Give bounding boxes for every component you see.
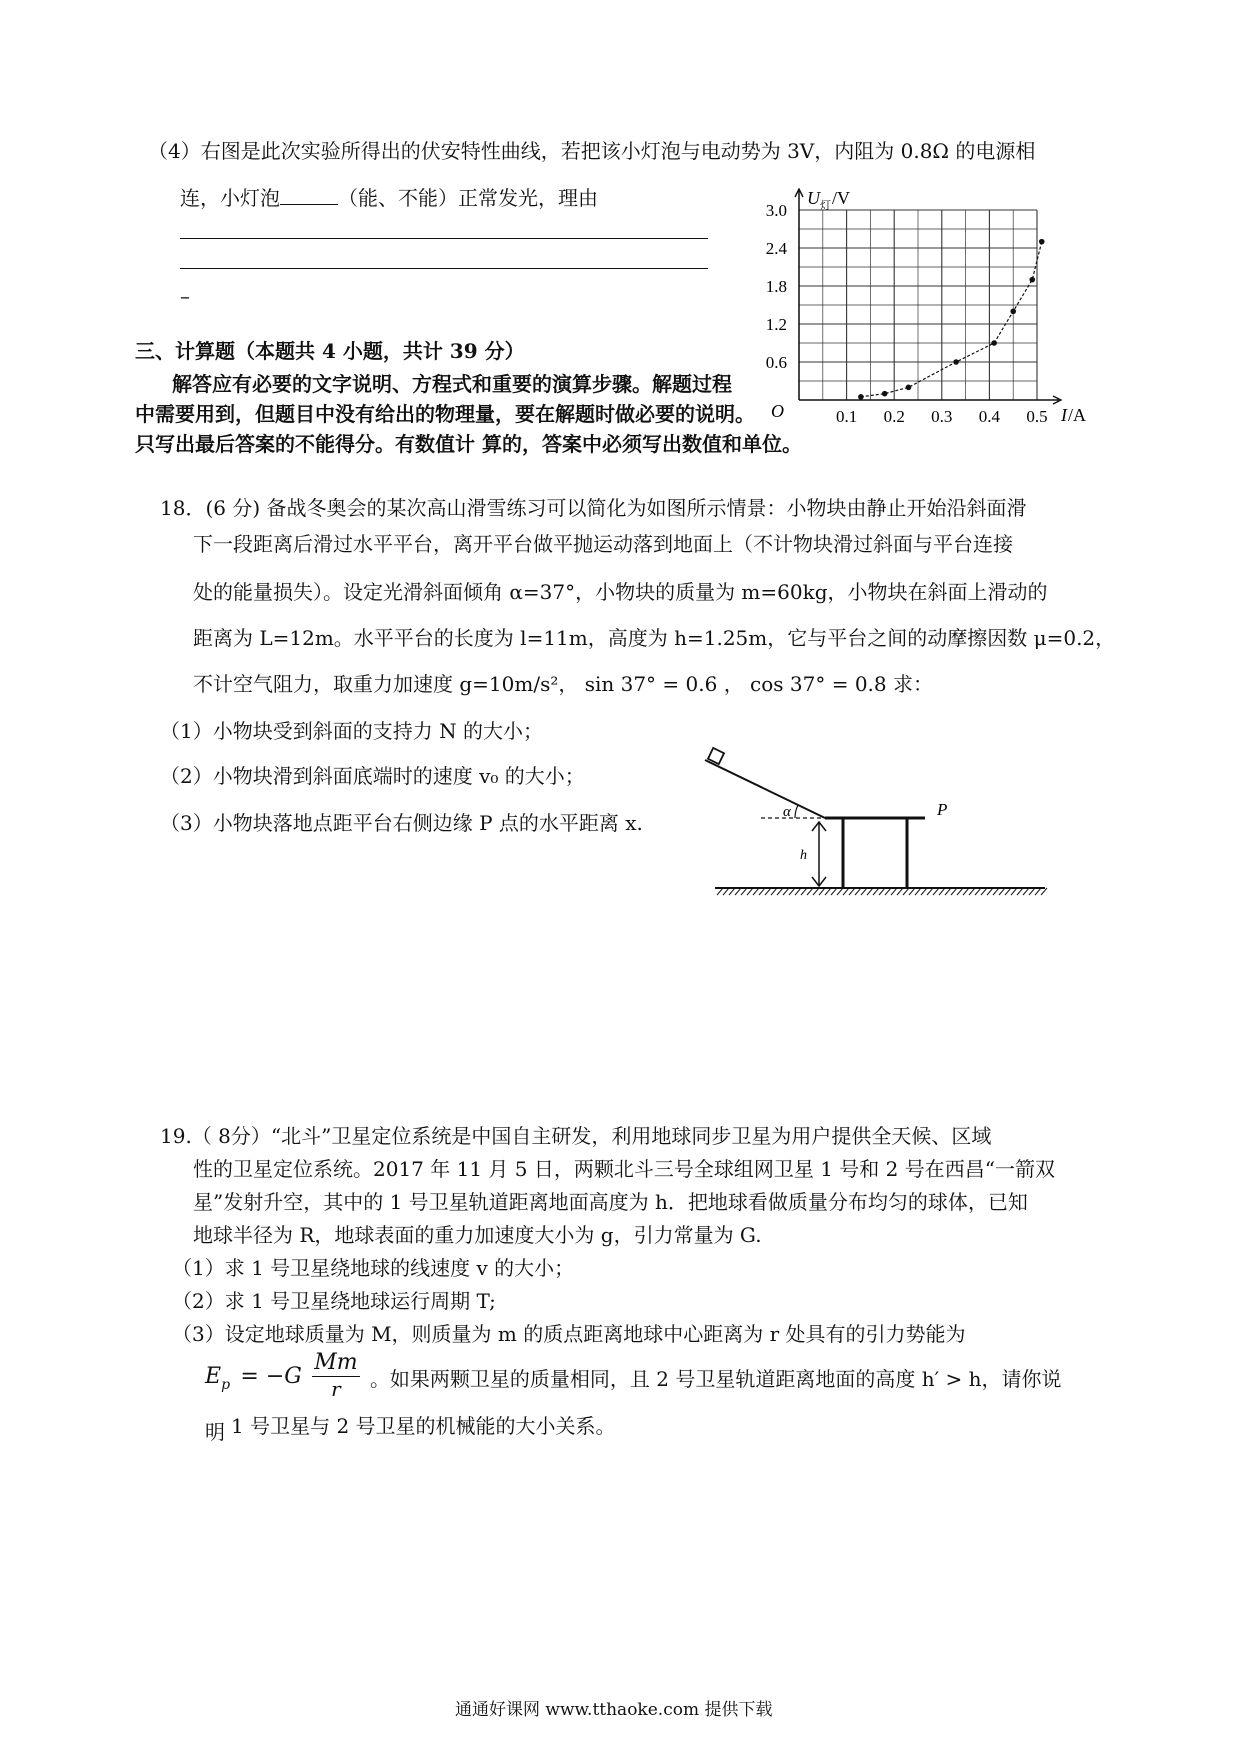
iv-characteristic-chart bbox=[740, 188, 1100, 438]
section-title: 三、计算题（本题共 4 小题，共计 39 分） bbox=[135, 339, 525, 363]
y-tick-label: 2.4 bbox=[765, 239, 787, 258]
page-footer: 通通好课网 www.tthaoke.com 提供下载 bbox=[455, 1700, 773, 1720]
y-axis-label: U bbox=[807, 188, 820, 208]
data-point bbox=[882, 391, 888, 397]
q18-line3: 处的能量损失）。设定光滑斜面倾角 α=37°，小物块的质量为 m=60kg，小物块在斜面上滑动的 bbox=[193, 580, 1048, 604]
answer-line-1 bbox=[180, 238, 708, 239]
x-tick-label: 0.4 bbox=[978, 407, 1001, 426]
fraction-denominator: r bbox=[331, 1377, 341, 1401]
q19-last-line bbox=[205, 1410, 616, 1444]
data-point bbox=[858, 394, 864, 400]
x-tick-label: 0.1 bbox=[835, 407, 858, 426]
y-axis-label-unit: /V bbox=[832, 188, 850, 208]
q18-sub3: （3）小物块落地点距平台右侧边缘 P 点的水平距离 x. bbox=[160, 811, 643, 835]
q19-line2: 性的卫星定位系统。2017 年 11 月 5 日，两颗北斗三号全球组网卫星 1 号和 2 号在西昌“一箭双 bbox=[193, 1157, 1055, 1181]
q18-line2: 下一段距离后滑过水平平台，离开平台做平抛运动落到地面上（不计物块滑过斜面与平台连接 bbox=[193, 532, 1013, 556]
data-point bbox=[1039, 239, 1045, 245]
q4-dash: – bbox=[180, 284, 190, 308]
data-point bbox=[953, 359, 959, 365]
q19-line3: 星”发射升空，其中的 1 号卫星轨道距离地面高度为 h．把地球看做质量分布均匀的球体，已知 bbox=[193, 1190, 1028, 1214]
q19-sub1: （1）求 1 号卫星绕地球的线速度 v 的大小； bbox=[172, 1256, 575, 1280]
q18-sub2: （2）小物块滑到斜面底端时的速度 v₀ 的大小； bbox=[160, 764, 585, 788]
data-point bbox=[1010, 309, 1016, 315]
answer-blank bbox=[280, 186, 338, 205]
x-axis-label-unit: /A bbox=[1068, 405, 1086, 425]
y-tick-label: 1.8 bbox=[765, 277, 787, 296]
q4-line1: （4）右图是此次实验所得出的伏安特性曲线，若把该小灯泡与电动势为 3V，内阻为 0.8Ω 的电源相 bbox=[148, 139, 1036, 163]
x-tick-label: 0.5 bbox=[1026, 407, 1048, 426]
q19-sub2: （2）求 1 号卫星绕地球运行周期 T; bbox=[172, 1289, 496, 1313]
q4-line2-text-a: 连，小灯泡 bbox=[180, 186, 280, 210]
last-line-text: 1 号卫星与 2 号卫星的机械能的大小关系。 bbox=[231, 1414, 616, 1438]
section-note-3: 只写出最后答案的不能得分。有数值计 算的，答案中必须写出数值和单位。 bbox=[135, 432, 802, 456]
q18-line1: 18．(6 分) 备战冬奥会的某次高山滑雪练习可以简化为如图所示情景：小物块由静止开始沿斜面滑 bbox=[160, 496, 1027, 520]
q19-line1: 19.（ 8分）“北斗”卫星定位系统是中国自主研发，利用地球同步卫星为用户提供全天候、区域 bbox=[160, 1124, 992, 1148]
y-axis-label-subscript: 灯 bbox=[820, 200, 831, 212]
incline-line bbox=[705, 760, 825, 818]
formula-fraction bbox=[312, 1350, 359, 1401]
data-point bbox=[906, 385, 912, 391]
alpha-label: α bbox=[783, 804, 791, 820]
q19-line4: 地球半径为 R，地球表面的重力加速度大小为 g，引力常量为 G. bbox=[193, 1223, 762, 1247]
angle-arc bbox=[795, 805, 798, 818]
x-axis-label: I bbox=[1061, 405, 1067, 425]
characteristic-curve bbox=[861, 242, 1042, 397]
section-note-2: 中需要用到，但题目中没有给出的物理量，要在解题时做必要的说明。 bbox=[135, 402, 755, 426]
ground-hatch bbox=[717, 888, 1047, 895]
formula-equals: = −G bbox=[240, 1364, 302, 1389]
origin-label: O bbox=[771, 401, 784, 421]
fraction-numerator: Mm bbox=[314, 1350, 358, 1375]
answer-line-2 bbox=[180, 268, 708, 269]
potential-energy-formula bbox=[205, 1352, 1062, 1412]
data-point bbox=[1029, 277, 1035, 283]
formula-subscript: p bbox=[221, 1377, 231, 1393]
last-line-char: 明 bbox=[205, 1420, 225, 1444]
data-point bbox=[991, 340, 997, 346]
y-tick-label: 1.2 bbox=[765, 315, 787, 334]
formula-tail: 。如果两颗卫星的质量相同，且 2 号卫星轨道距离地面的高度 h′ > h，请你说 bbox=[369, 1367, 1062, 1391]
q18-sub1: （1）小物块受到斜面的支持力 N 的大小； bbox=[160, 719, 543, 743]
x-tick-label: 0.3 bbox=[931, 407, 953, 426]
section-note-1: 解答应有必要的文字说明、方程式和重要的演算步骤。解题过程 bbox=[172, 372, 732, 396]
q4-line2-text-b: （能、不能）正常发光，理由 bbox=[338, 186, 598, 210]
y-tick-label: 0.6 bbox=[765, 353, 787, 372]
y-tick-label: 3.0 bbox=[765, 201, 787, 220]
formula-lhs: E bbox=[205, 1364, 222, 1389]
slope-platform-diagram bbox=[695, 745, 1055, 910]
point-p-label: P bbox=[937, 800, 948, 819]
x-tick-label: 0.2 bbox=[883, 407, 905, 426]
height-label: h bbox=[800, 848, 807, 863]
q18-line4: 距离为 L=12m。水平平台的长度为 l=11m，高度为 h=1.25m，它与平台之间的动摩擦因数 μ=0.2， bbox=[193, 626, 1116, 650]
q19-sub3: （3）设定地球质量为 M，则质量为 m 的质点距离地球中心距离为 r 处具有的引力势能为 bbox=[172, 1322, 966, 1346]
q18-line5: 不计空气阻力，取重力加速度 g=10m/s²， sin 37° = 0.6 ， cos 37° = 0.8 求： bbox=[193, 672, 933, 696]
q4-line2 bbox=[180, 182, 598, 211]
